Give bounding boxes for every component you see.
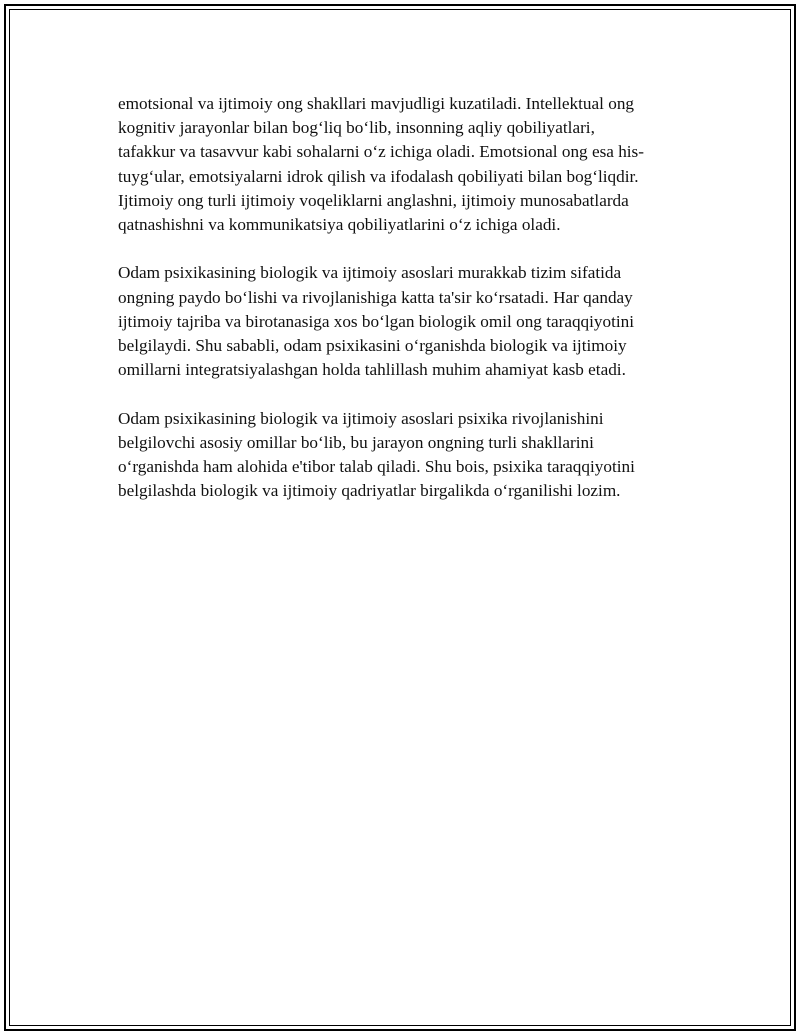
document-body (118, 92, 688, 528)
text-line: Odam psixikasining biologik va ijtimoiy asoslari murakkab tizim sifatida (118, 263, 622, 283)
text-line: belgilaydi. Shu sababli, odam psixikasini o‘rganishda biologik va ijtimoiy (118, 336, 627, 356)
paragraph-2 (118, 261, 688, 382)
text-line: o‘rganishda ham alohida e'tibor talab qiladi. Shu bois, psixika taraqqiyotini (118, 457, 635, 477)
text-line: tuyg‘ular, emotsiyalarni idrok qilish va ifodalash qobiliyati bilan bog‘liqdir. (118, 166, 639, 186)
text-line: belgilovchi asosiy omillar bo‘lib, bu jarayon ongning turli shakllarini (118, 432, 594, 452)
text-line: Ijtimoiy ong turli ijtimoiy voqeliklarni anglashni, ijtimoiy munosabatlarda (118, 190, 629, 210)
text-line: kognitiv jarayonlar bilan bog‘liq bo‘lib, insonning aqliy qobiliyatlari, (118, 118, 595, 138)
text-line: ongning paydo bo‘lishi va rivojlanishiga katta ta'sir ko‘rsatadi. Har qanday (118, 287, 633, 307)
paragraph-3 (118, 407, 688, 504)
text-line: qatnashishni va kommunikatsiya qobiliyatlarini o‘z ichiga oladi. (118, 215, 561, 235)
text-line: emotsional va ijtimoiy ong shakllari mavjudligi kuzatiladi. Intellektual ong (118, 94, 635, 113)
text-line: ijtimoiy tajriba va birotanasiga xos bo‘lgan biologik omil ong taraqqiyotini (118, 311, 635, 331)
text-line: tafakkur va tasavvur kabi sohalarni o‘z ichiga oladi. Emotsional ong esa his- (118, 142, 644, 162)
paragraph-1 (118, 92, 688, 237)
text-line: omillarni integratsiyalashgan holda tahlillash muhim ahamiyat kasb etadi. (118, 360, 626, 380)
text-line: belgilashda biologik va ijtimoiy qadriyatlar birgalikda o‘rganilishi lozim. (118, 481, 621, 501)
text-line: Odam psixikasining biologik va ijtimoiy asoslari psixika rivojlanishini (118, 408, 604, 428)
